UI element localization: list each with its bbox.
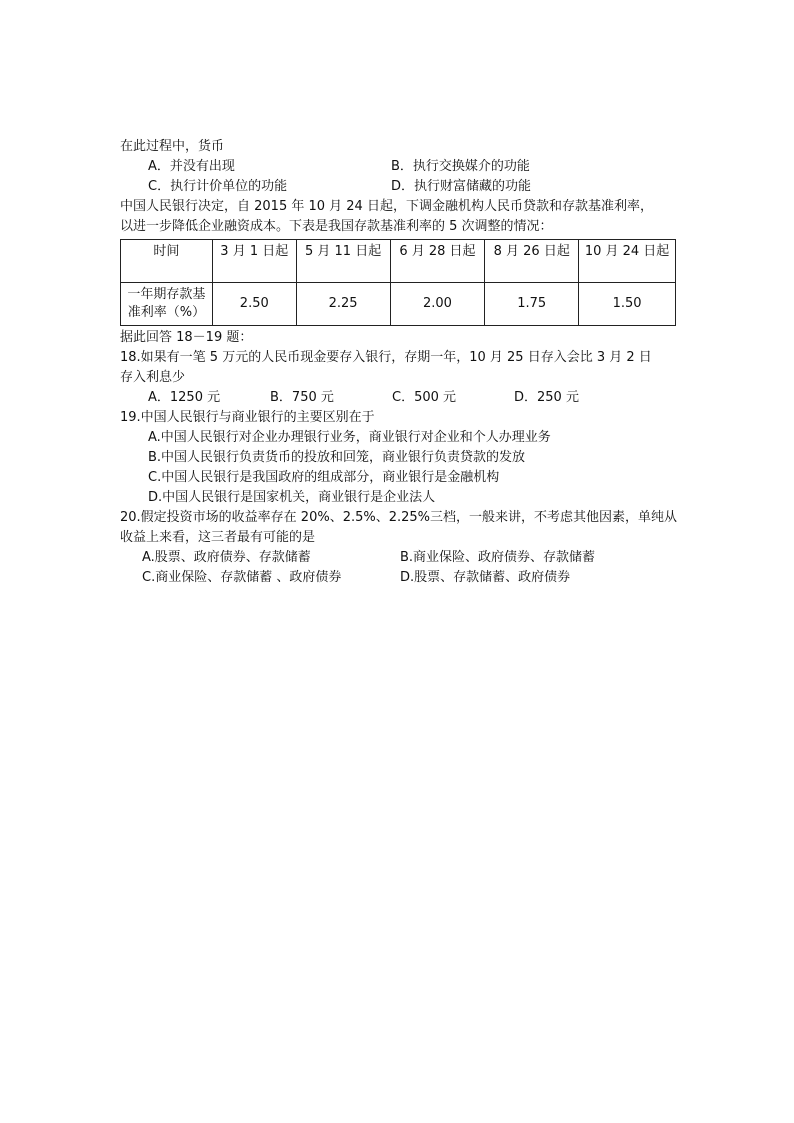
q18-option-b: B．750 元 (270, 390, 334, 405)
q19-option-b: B.中国人民银行负责货币的投放和回笼，商业银行负责贷款的发放 (148, 450, 526, 465)
date-cell: 8 月 26 日起 (485, 240, 579, 283)
date-cell: 3 月 1 日起 (212, 240, 296, 283)
table-rate-row (121, 283, 676, 326)
q17-option-d: D．执行财富储藏的功能 (391, 179, 532, 194)
date-cell: 10 月 24 日起 (579, 240, 676, 283)
deposit-rate-table (120, 239, 676, 326)
q18-option-a: A．1250 元 (148, 390, 221, 405)
q17-option-a: A．并没有出现 (148, 159, 235, 174)
rate-cell: 2.50 (212, 283, 296, 326)
q18-options (120, 388, 680, 408)
rate-row-label: 一年期存款基准利率（%） (121, 283, 213, 326)
exam-page (120, 137, 680, 588)
q18-option-c: C．500 元 (392, 390, 457, 405)
rate-cell: 2.25 (296, 283, 390, 326)
q19-stem: 19.中国人民银行与商业银行的主要区别在于 (120, 410, 375, 425)
q20-stem-line-2: 收益上来看，这三者最有可能的是 (120, 530, 316, 545)
intro-line-1: 中国人民银行决定，自 2015 年 10 月 24 日起，下调金融机构人民币贷款和存款基准利率， (120, 199, 653, 214)
q17-stem-tail: 在此过程中，货币 (120, 139, 225, 154)
q20-options-row2 (120, 568, 680, 588)
q18-stem-line-2: 存入利息少 (120, 370, 186, 385)
q20-option-b: B.商业保险、政府债券、存款储蓄 (400, 550, 596, 565)
q19-option-a: A.中国人民银行对企业办理银行业务，商业银行对企业和个人办理业务 (148, 430, 551, 445)
date-cell: 6 月 28 日起 (390, 240, 485, 283)
rate-cell: 1.50 (579, 283, 676, 326)
q20-option-c: C.商业保险、存款储蓄 、政府债券 (142, 570, 342, 585)
intro-line-2: 以进一步降低企业融资成本。下表是我国存款基准利率的 5 次调整的情况： (120, 219, 553, 234)
q17-options-row2 (120, 177, 680, 197)
q20-option-d: D.股票、存款储蓄、政府债券 (400, 570, 571, 585)
q17-options-row1 (120, 157, 680, 177)
time-header-cell: 时间 (121, 240, 213, 283)
q20-options-row1 (120, 548, 680, 568)
q20-stem-line-1: 20.假定投资市场的收益率存在 20%、2.5%、2.25%三档，一般来讲，不考虑其他因素，单纯从 (120, 510, 678, 525)
answer-prompt: 据此回答 18－19 题： (120, 330, 253, 345)
q19-option-c: C.中国人民银行是我国政府的组成部分，商业银行是金融机构 (148, 470, 500, 485)
q20-option-a: A.股票、政府债券、存款储蓄 (142, 550, 311, 565)
rate-cell: 1.75 (485, 283, 579, 326)
date-cell: 5 月 11 日起 (296, 240, 390, 283)
q17-option-b: B．执行交换媒介的功能 (391, 159, 530, 174)
q18-option-d: D．250 元 (514, 390, 579, 405)
q18-stem-line-1: 18.如果有一笔 5 万元的人民币现金要存入银行，存期一年，10 月 25 日存入会比 3 月 2 日 (120, 350, 652, 365)
q17-option-c: C．执行计价单位的功能 (148, 179, 288, 194)
table-header-row (121, 240, 676, 283)
rate-cell: 2.00 (390, 283, 485, 326)
q19-option-d: D.中国人民银行是国家机关，商业银行是企业法人 (148, 490, 436, 505)
